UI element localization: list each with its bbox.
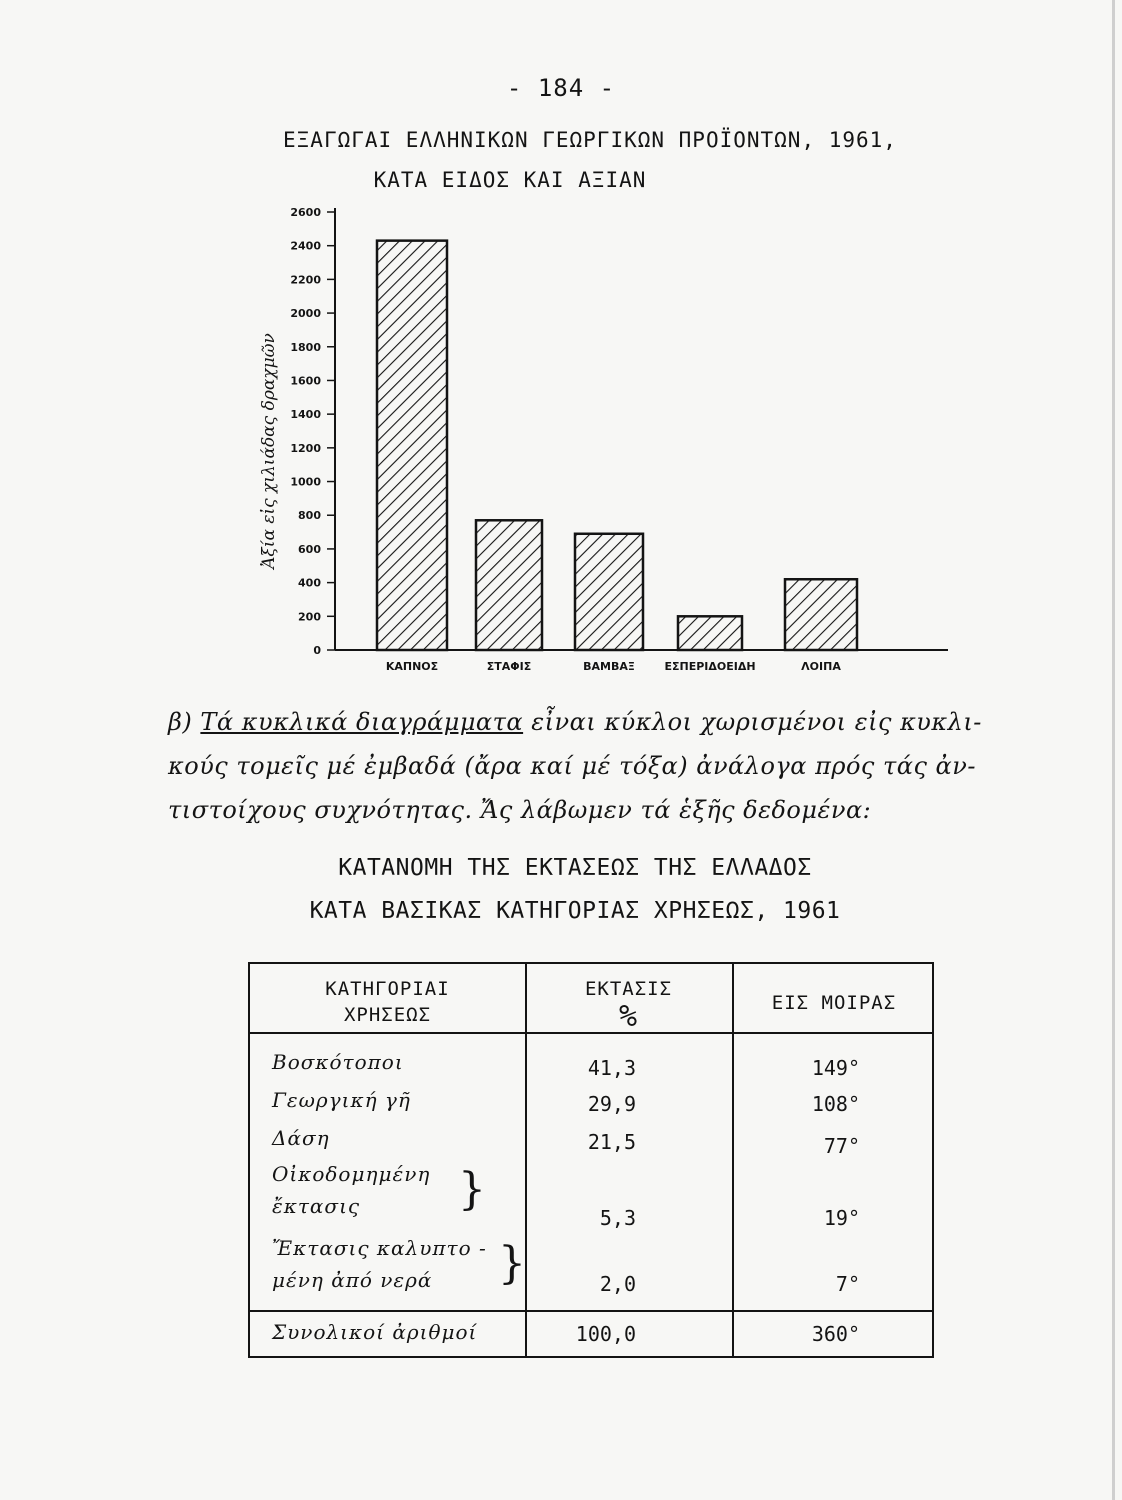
- scan-edge-line: [1112, 0, 1115, 1500]
- category-label: ΚΑΠΝΟΣ: [385, 660, 439, 673]
- row-category: Δάση: [272, 1126, 330, 1150]
- y-tick-label: 1600: [290, 374, 321, 388]
- row-category: Βοσκότοποι: [272, 1050, 404, 1074]
- row-percent: 41,3: [587, 1056, 636, 1080]
- y-tick-label: 600: [298, 542, 321, 556]
- total-degrees: 360°: [811, 1322, 860, 1346]
- y-tick-label: 1400: [290, 408, 321, 422]
- paragraph-term: Τά κυκλικά διαγράμματα: [200, 708, 524, 736]
- header-area: [525, 976, 732, 1032]
- table-title-line1: ΚΑΤΑΝΟΜΗ ΤΗΣ ΕΚΤΑΣΕΩΣ ΤΗΣ ΕΛΛΑΔΟΣ: [338, 855, 812, 881]
- table-header-rule: [250, 1032, 932, 1034]
- y-tick-label: 2200: [290, 273, 321, 287]
- land-use-table: [248, 962, 934, 1358]
- bar-3: [575, 534, 643, 650]
- table-total-rule: [250, 1310, 932, 1312]
- paragraph-marker: β): [168, 708, 193, 736]
- table-divider-2: [732, 964, 734, 1356]
- row-degrees: 7°: [835, 1272, 860, 1296]
- header-area-line1: ΕΚΤΑΣΙΣ: [584, 978, 673, 1000]
- paragraph-line1: [168, 708, 1048, 736]
- header-category: [250, 976, 525, 1028]
- header-category-line2: ΧΡΗΣΕΩΣ: [343, 1004, 432, 1026]
- paragraph-line1-rest: εἶναι κύκλοι χωρισμένοι εἰς κυκλι-: [531, 708, 982, 736]
- row-percent: 2,0: [599, 1272, 636, 1296]
- header-area-percent: %: [618, 999, 639, 1034]
- row-degrees: 149°: [811, 1056, 860, 1080]
- row-category-line1: Ἔκτασις καλυπτο -: [272, 1236, 487, 1260]
- y-axis-title: Ἀξία εἰς χιλιάδας δραχμῶν: [259, 333, 279, 569]
- bar-chart: [240, 196, 960, 686]
- row-percent: 29,9: [587, 1092, 636, 1116]
- y-tick-label: 1200: [290, 441, 321, 455]
- chart-title-line1: ΕΞΑΓΩΓΑΙ ΕΛΛΗΝΙΚΩΝ ΓΕΩΡΓΙΚΩΝ ΠΡΟΪΟΝΤΩΝ, 1961,: [283, 128, 897, 152]
- y-tick-label: 800: [298, 509, 321, 523]
- row-category-line2: μένη ἀπό νερά: [272, 1268, 433, 1292]
- row-category-line2: ἔκτασις: [272, 1194, 361, 1218]
- brace-mark: }: [458, 1164, 486, 1215]
- y-tick-label: 1800: [290, 340, 321, 354]
- row-degrees: 108°: [811, 1092, 860, 1116]
- y-tick-label: 400: [298, 576, 321, 590]
- category-label: ΕΣΠΕΡΙΔΟΕΙΔΗ: [664, 660, 756, 673]
- y-tick-label: 0: [313, 644, 321, 657]
- bar-1: [377, 241, 447, 650]
- row-category-line1: Οἰκοδομημένη: [272, 1162, 431, 1186]
- category-label: ΛΟΙΠΑ: [801, 660, 841, 673]
- category-label: ΣΤΑΦΙΣ: [486, 660, 532, 673]
- bar-2: [476, 520, 542, 650]
- page-number: - 184 -: [506, 74, 616, 102]
- y-tick-label: 2400: [290, 239, 321, 253]
- header-degrees: ΕΙΣ ΜΟΙΡΑΣ: [771, 992, 897, 1014]
- row-degrees: 19°: [823, 1206, 860, 1230]
- total-category: Συνολικοί ἀριθμοί: [272, 1320, 478, 1344]
- y-tick-label: 200: [298, 610, 321, 624]
- y-tick-label: 2000: [290, 307, 321, 321]
- category-label: ΒΑΜΒΑΞ: [583, 660, 635, 673]
- chart-title-line2: ΚΑΤΑ ΕΙΔΟΣ ΚΑΙ ΑΞΙΑΝ: [373, 168, 647, 192]
- bar-5: [785, 579, 857, 650]
- paragraph-line2: κούς τομεῖς μέ ἐμβαδά (ἄρα καί μέ τόξα) ἀνάλογα πρός τάς ἀν-: [168, 752, 976, 780]
- row-percent: 5,3: [599, 1206, 636, 1230]
- paragraph-line3: τιστοίχους συχνότητας. Ἄς λάβωμεν τά ἑξῆς δεδομένα:: [168, 796, 872, 824]
- row-percent: 21,5: [587, 1130, 636, 1154]
- bar-4: [678, 616, 742, 650]
- total-percent: 100,0: [575, 1322, 636, 1346]
- row-degrees: 77°: [823, 1134, 860, 1158]
- y-tick-label: 1000: [290, 475, 321, 489]
- row-category: Γεωργική γῆ: [272, 1088, 411, 1112]
- y-tick-label: 2600: [290, 206, 321, 219]
- brace-mark: }: [498, 1238, 526, 1289]
- header-category-line1: ΚΑΤΗΓΟΡΙΑΙ: [325, 978, 450, 1000]
- table-title-line2: ΚΑΤΑ ΒΑΣΙΚΑΣ ΚΑΤΗΓΟΡΙΑΣ ΧΡΗΣΕΩΣ, 1961: [309, 898, 841, 924]
